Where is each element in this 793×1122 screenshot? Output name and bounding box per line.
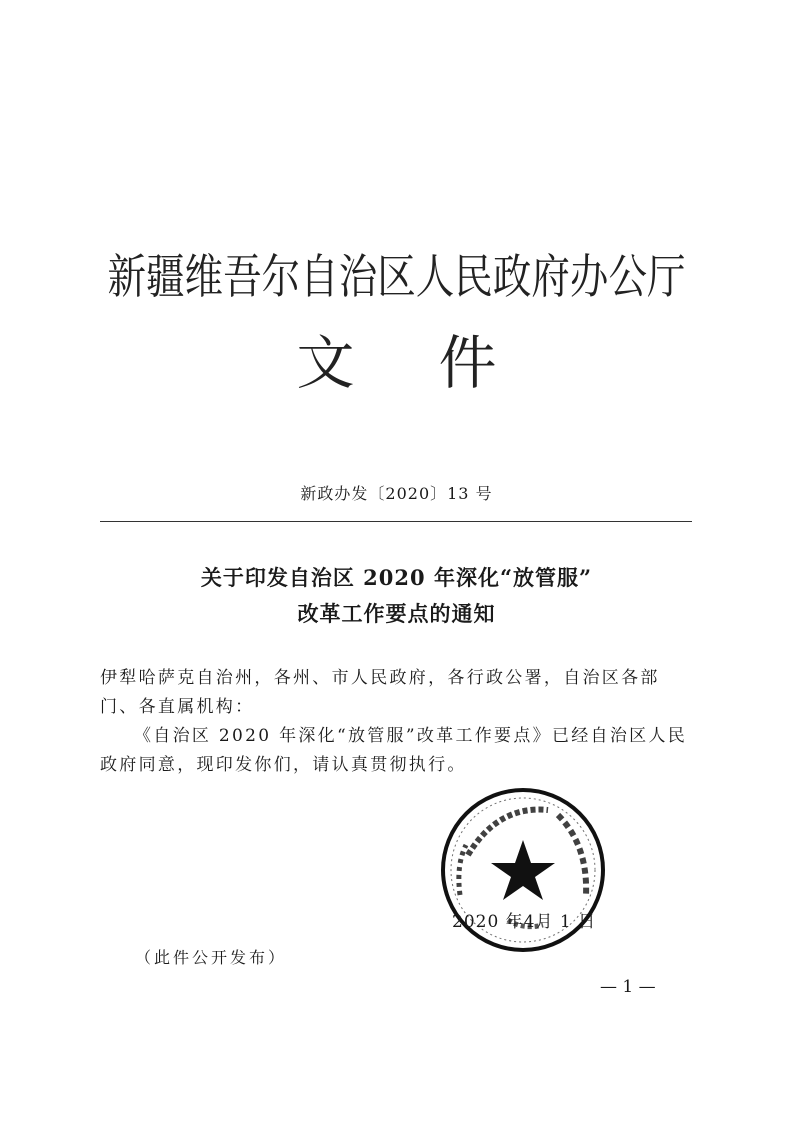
notice-body	[100, 664, 692, 780]
notice-title-line-1: 关于印发自治区 2020 年深化“放管服”	[200, 565, 593, 590]
publication-note: （此件公开发布）	[135, 948, 288, 967]
issue-date: 2020 年4月 1 日	[452, 912, 597, 932]
addressees: 伊犁哈萨克自治州，各州、市人民政府，各行政公署，自治区各部门、各直属机构：	[100, 668, 660, 717]
separator-line	[100, 521, 692, 522]
page-number: — 1 —	[600, 977, 656, 997]
notice-title-line-2: 改革工作要点的通知	[297, 601, 496, 626]
document-heading: 文件	[296, 329, 581, 397]
document-number: 新政办发〔2020〕13 号	[300, 484, 493, 503]
notice-title	[0, 560, 793, 632]
body-paragraph: 《自治区 2020 年深化“放管服”改革工作要点》已经自治区人民政府同意，现印发你们，请认真贯彻执行。	[100, 726, 688, 775]
issuing-authority: 新疆维吾尔自治区人民政府办公厅	[107, 250, 686, 305]
